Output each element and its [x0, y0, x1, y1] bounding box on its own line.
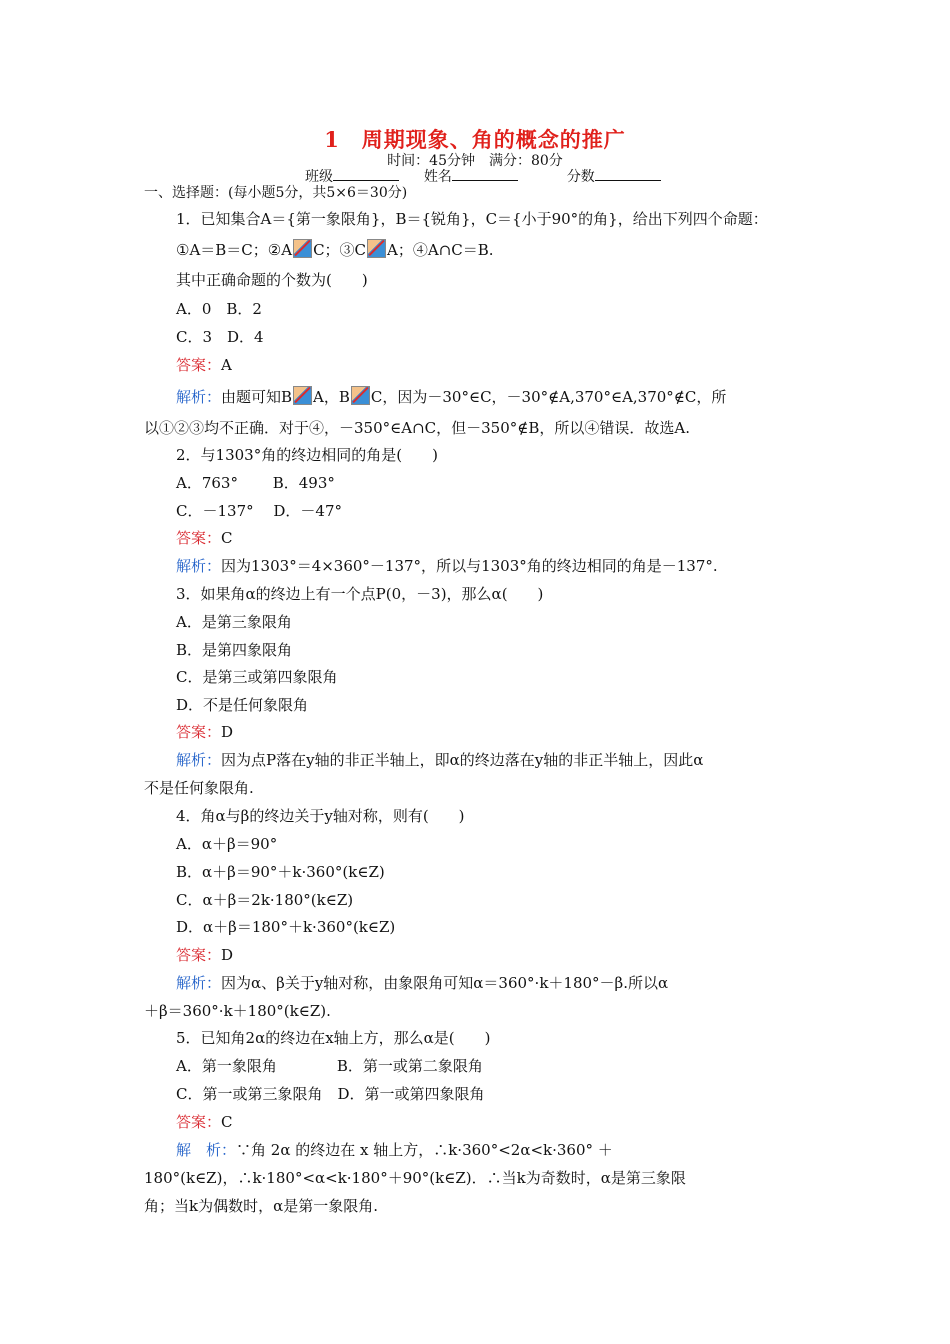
- q1-props: [176, 239, 494, 260]
- class-blank: [333, 166, 399, 181]
- q1-options-ab: A．0 B．2: [176, 300, 262, 318]
- q2-answer: [176, 528, 233, 548]
- time-info: 时间：45分钟 满分：80分: [387, 153, 563, 169]
- q2-options-cd: C．－137° D．－47°: [176, 502, 342, 520]
- answer-value: C: [221, 1113, 233, 1131]
- q1-explanation-1: [176, 386, 726, 407]
- class-label: 班级: [305, 169, 333, 185]
- q1-prop-1: ①A＝B＝C；②A: [176, 241, 293, 259]
- score-blank: [595, 166, 661, 181]
- q1-stem: 1．已知集合A＝{第一象限角}，B＝{锐角}，C＝{小于90°的角}，给出下列四个命题：: [176, 210, 768, 228]
- score-label: 分数: [566, 169, 595, 185]
- answer-label: 答案：: [176, 723, 222, 741]
- q3-explanation-2: 不是任何象限角.: [144, 779, 254, 797]
- q3-answer: [176, 722, 233, 742]
- q3-option-c: C．是第三或第四象限角: [176, 668, 338, 686]
- explanation-label: 解析：: [176, 557, 222, 575]
- page-title: 1 周期现象、角的概念的推广: [324, 127, 626, 152]
- q1-ask: 其中正确命题的个数为( ): [176, 271, 368, 289]
- q4-answer: [176, 945, 233, 965]
- answer-label: 答案：: [176, 356, 222, 374]
- q3-option-d: D．不是任何象限角: [176, 696, 309, 714]
- q5-options-cd: C．第一或第三象限角 D．第一或第四象限角: [176, 1085, 485, 1103]
- q1-jx-part-1: 由题可知B: [221, 388, 293, 406]
- answer-label: 答案：: [176, 1113, 222, 1131]
- q1-jx-part-2: A，B: [313, 388, 350, 406]
- explanation-text: ∵角 2α 的终边在 x 轴上方，∴k·360°<2α<k·360° ＋: [236, 1141, 613, 1159]
- q2-explanation: [176, 556, 718, 576]
- q4-stem: 4．角α与β的终边关于y轴对称，则有( ): [176, 807, 465, 825]
- q3-option-a: A．是第三象限角: [176, 613, 292, 631]
- answer-value: D: [221, 723, 234, 741]
- q1-jx-part-3: C，因为－30°∈C，－30°∉A,370°∈A,370°∉C，所: [370, 388, 727, 406]
- name-blank: [452, 166, 518, 181]
- q4-option-c: C．α＋β＝2k·180°(k∈Z): [176, 891, 354, 909]
- explanation-label: 解析：: [176, 751, 222, 769]
- q4-option-d: D．α＋β＝180°＋k·360°(k∈Z): [176, 918, 396, 936]
- q1-options-cd: C．3 D．4: [176, 328, 264, 346]
- explanation-label: 解析：: [176, 388, 222, 406]
- q5-answer: [176, 1112, 233, 1132]
- q5-explanation-2: 180°(k∈Z)，∴k·180°<α<k·180°＋90°(k∈Z)．∴当k为奇数时，α是第三象限: [144, 1169, 686, 1187]
- q3-option-b: B．是第四象限角: [176, 641, 293, 659]
- q1-prop-3: A；④A∩C＝B.: [387, 241, 494, 259]
- answer-value: C: [221, 529, 233, 547]
- q4-option-b: B．α＋β＝90°＋k·360°(k∈Z): [176, 863, 385, 881]
- q5-stem: 5．已知角2α的终边在x轴上方，那么α是( ): [176, 1029, 491, 1047]
- explanation-text: 因为1303°＝4×360°－137°，所以与1303°角的终边相同的角是－137°.: [221, 557, 718, 575]
- answer-value: A: [221, 356, 232, 374]
- answer-label: 答案：: [176, 529, 222, 547]
- q5-explanation-3: 角；当k为偶数时，α是第一象限角.: [144, 1197, 378, 1215]
- answer-label: 答案：: [176, 946, 222, 964]
- explanation-label: 解 析：: [176, 1141, 237, 1159]
- not-subset-symbol-icon: [367, 239, 386, 258]
- not-subset-symbol-icon: [293, 239, 312, 258]
- not-subset-symbol-icon: [351, 386, 370, 405]
- q2-stem: 2．与1303°角的终边相同的角是( ): [176, 446, 438, 464]
- q1-prop-2: C；③C: [313, 241, 367, 259]
- explanation-label: 解析：: [176, 974, 222, 992]
- explanation-text: 因为点P落在y轴的非正半轴上，即α的终边落在y轴的非正半轴上，因此α: [221, 751, 704, 769]
- q1-answer: [176, 355, 232, 375]
- q4-explanation-1: [176, 973, 668, 993]
- q2-options-ab: A．763° B．493°: [176, 474, 335, 492]
- q3-explanation-1: [176, 750, 703, 770]
- q1-explanation-2: 以①②③均不正确．对于④，－350°∈A∩C，但－350°∉B，所以④错误．故选A.: [144, 419, 690, 437]
- q5-options-ab: A．第一象限角 B．第一或第二象限角: [176, 1057, 483, 1075]
- explanation-text: 因为α、β关于y轴对称，由象限角可知α＝360°·k＋180°－β.所以α: [221, 974, 669, 992]
- not-subset-symbol-icon: [293, 386, 312, 405]
- section-heading: 一、选择题：(每小题5分，共5×6＝30分): [144, 185, 408, 201]
- name-label: 姓名: [423, 169, 452, 185]
- q3-stem: 3．如果角α的终边上有一个点P(0，－3)，那么α( ): [176, 585, 544, 603]
- q5-explanation-1: [176, 1140, 613, 1160]
- answer-value: D: [221, 946, 234, 964]
- q4-explanation-2: ＋β＝360°·k＋180°(k∈Z).: [144, 1002, 331, 1020]
- q4-option-a: A．α＋β＝90°: [176, 835, 278, 853]
